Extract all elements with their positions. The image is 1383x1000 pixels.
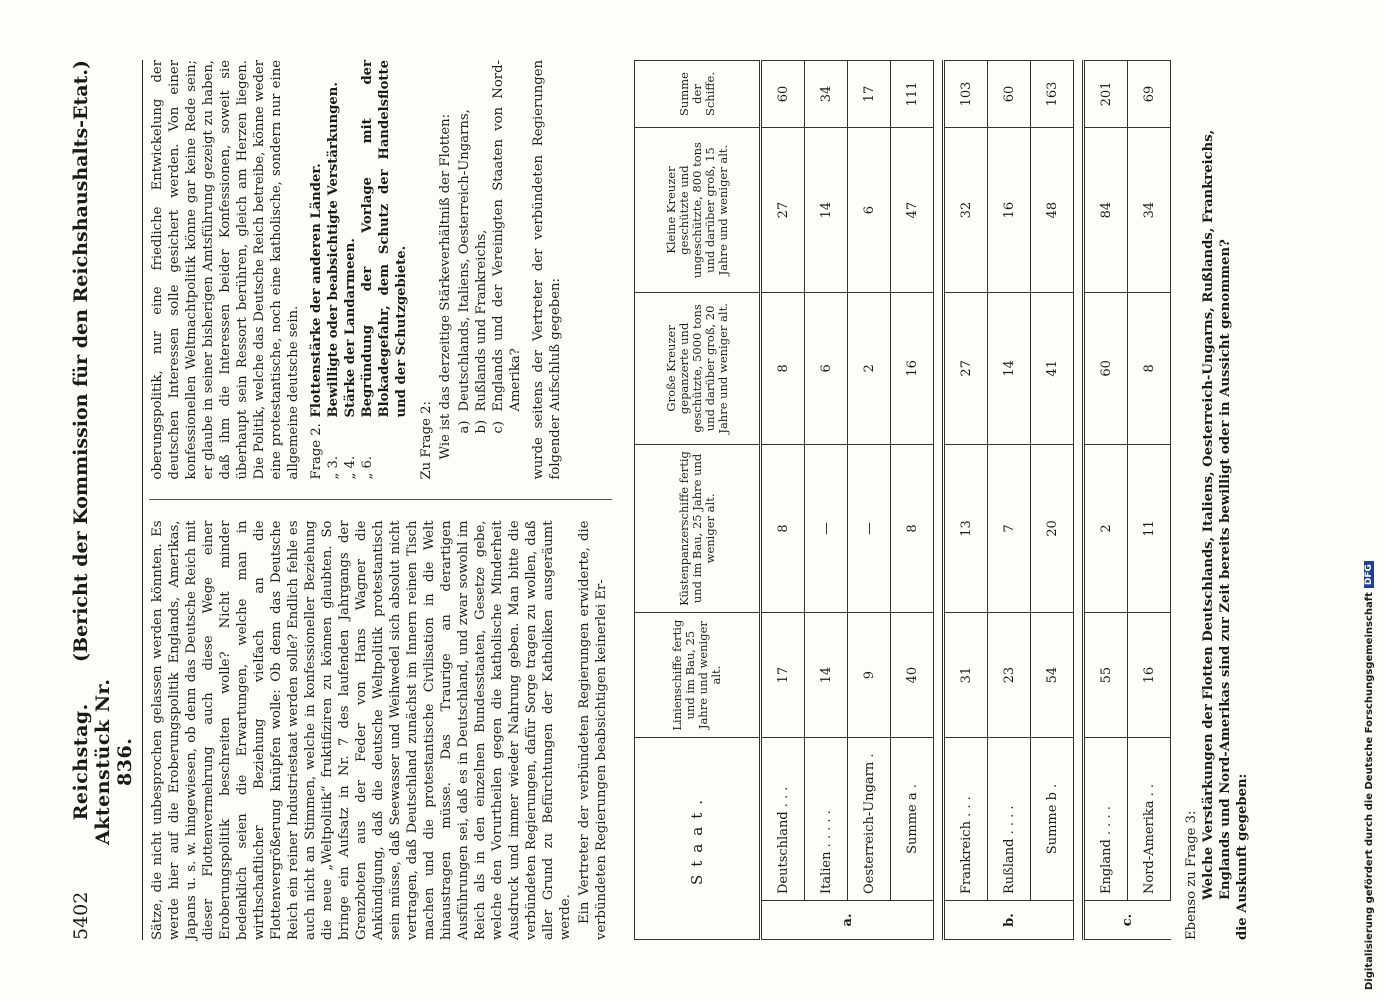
header-right-title: (Bericht der Kommission für den Reichshaushalts-Etat.) bbox=[70, 60, 92, 662]
cell: 16 bbox=[891, 293, 934, 445]
frage-text: Stärke der Landarmeen. bbox=[343, 238, 358, 418]
cell: 32 bbox=[944, 128, 988, 293]
cell: 8 bbox=[891, 444, 934, 613]
cell: 41 bbox=[1031, 293, 1074, 445]
row-name: Rußland . . . . bbox=[988, 738, 1031, 901]
state-list-item bbox=[473, 60, 490, 434]
table-row bbox=[988, 61, 1031, 940]
item-label: a) bbox=[457, 420, 472, 434]
cell: 34 bbox=[1128, 128, 1171, 293]
footer-line-3: die Auskunft gegeben: bbox=[1235, 773, 1250, 940]
cell: 54 bbox=[1031, 613, 1074, 738]
row-name: Oesterreich-Ungarn . bbox=[848, 738, 891, 901]
frage-item bbox=[342, 60, 359, 480]
table-row bbox=[805, 61, 848, 940]
frage-text: Bewilligte oder beabsichtigte Verstärkungen. bbox=[326, 82, 341, 418]
group-label: c. bbox=[1084, 901, 1171, 940]
header-summe: Summe der Schiffe. bbox=[635, 61, 761, 128]
table-sum-row bbox=[1031, 61, 1074, 940]
group-label: b. bbox=[944, 901, 1074, 940]
cell: 27 bbox=[761, 128, 805, 293]
cell: 27 bbox=[944, 293, 988, 445]
closing-text: wurde seitens der Vertreter der verbündeten Regierungen folgender Aufschluß gegeben: bbox=[531, 60, 563, 480]
table-row bbox=[944, 61, 988, 940]
column-divider bbox=[149, 500, 612, 501]
cell: 60 bbox=[761, 61, 805, 128]
cell: 84 bbox=[1084, 128, 1128, 293]
state-list-item bbox=[490, 60, 524, 434]
cell: 16 bbox=[988, 128, 1031, 293]
frage-num: „ 3. bbox=[326, 455, 341, 480]
cell: 69 bbox=[1128, 61, 1171, 128]
cell: 14 bbox=[805, 128, 848, 293]
dfg-credit bbox=[1362, 10, 1376, 990]
cell: 17 bbox=[848, 61, 891, 128]
frage-text: Flottenstärke der anderen Länder. bbox=[309, 163, 324, 418]
cell: 111 bbox=[891, 61, 934, 128]
group-gap bbox=[1074, 61, 1084, 940]
table-row bbox=[1128, 61, 1171, 940]
cell: 6 bbox=[805, 293, 848, 445]
frage-num: „ 6. bbox=[360, 455, 375, 480]
page-content bbox=[70, 60, 1251, 940]
table-row bbox=[848, 61, 891, 940]
cell: 48 bbox=[1031, 128, 1074, 293]
cell: 20 bbox=[1031, 444, 1074, 613]
cell: 17 bbox=[761, 613, 805, 738]
cell: 60 bbox=[988, 61, 1031, 128]
cell: — bbox=[805, 444, 848, 613]
cell: 7 bbox=[988, 444, 1031, 613]
right-paragraph-1: oberungspolitik, nur eine friedliche Entwickelung der deutschen Interessen solle gesichert werden. Von einer konfessionellen Weltmachtpolitik könne gar keine Rede sein; er glaube in seiner bisherigen Amtsführung gezeigt zu haben, daß ihm die Interessen beider Konfessionen, soweit sie überhaupt sein Ressort berühren, gleich am Herzen liegen. Die Politik, welche das Deutsche Reich betreibe, könne weder eine protestantische, noch eine katholische, sondern nur eine allgemeine deutsche sein. bbox=[150, 60, 301, 480]
left-paragraph-1: Sätze, die nicht unbesprochen gelassen werden könnten. Es werde hier auf die Eroberungspolitik Englands, Amerikas, Japans u. s. w. hingewiesen, ob denn das Deutsche Reich mit dieser Flottenvermehrung auch diese Wege einer Eroberungspolitik beschreiten wolle? Nicht minder bedenklich seien die Erwartungen, welche man in wirthschaftlicher Beziehung vielfach an die Flottenvergrößerung knüpfen wolle: Ob denn das Deutsche Reich ein reiner Industriestaat werden solle? Endlich fehle es auch nicht an Stimmen, welche in konfessioneller Beziehung die neue „Weltpolitik“ fruktifiziren zu können glaubten. So bringe ein Aufsatz in Nr. 7 des laufenden Jahrgangs der Grenzboten aus der Feder von Hans Wagner die Ankündigung, daß die deutsche Weltpolitik protestantisch sein müsse, daß Seewasser und Weihwedel sich absolut nicht vertragen, daß Deutschland zunächst im Innern reinen Tisch machen und die protestantische Civilisation in die Welt hinaustragen müsse. Das Traurige an derartigen Ausführungen sei, daß es in Deutschland, und zwar sowohl im Reich als in den einzelnen Bundesstaaten, Gesetze gebe, welche den Vorurtheilen gegen die katholische Minderheit Ausdruck und immer wieder Nahrung geben. Man bitte die verbündeten Regierungen, dafür Sorge tragen zu wollen, daß aller Grund zu Befürchtungen der Katholiken ausgeräumt werde. bbox=[150, 520, 573, 940]
item-text: Deutschlands, Italiens, Oesterreich-Ungarns, bbox=[457, 109, 472, 412]
cell: 47 bbox=[891, 128, 934, 293]
frage-num: Frage 2. bbox=[309, 423, 324, 480]
header-grosse-kreuzer: Große Kreuzer gepanzerte und geschützte, 5000 tons und darüber groß, 20 Jahre und weniger alt. bbox=[635, 293, 761, 445]
cell: 60 bbox=[1084, 293, 1128, 445]
row-name: Nord-Amerika . . bbox=[1128, 738, 1171, 901]
question-text: Wie ist das derzeitige Stärkeverhältniß der Flotten: bbox=[438, 113, 453, 460]
left-column bbox=[149, 521, 612, 941]
item-label: b) bbox=[474, 419, 489, 434]
footer-text bbox=[1183, 60, 1251, 940]
row-name: Summe b . bbox=[1031, 738, 1074, 901]
cell: 55 bbox=[1084, 613, 1128, 738]
row-name: Summe a . bbox=[891, 738, 934, 901]
cell: 23 bbox=[988, 613, 1031, 738]
footer-line-1: Ebenso zu Frage 3: bbox=[1184, 810, 1199, 940]
table-row bbox=[761, 61, 805, 940]
state-list bbox=[456, 60, 524, 480]
header-kuestenpanzer: Küstenpanzerschiffe fertig und im Bau, 25 Jahre und weniger alt. bbox=[635, 444, 761, 613]
table-sum-row bbox=[891, 61, 934, 940]
cell: 8 bbox=[761, 444, 805, 613]
cell: 14 bbox=[988, 293, 1031, 445]
frage-item bbox=[308, 60, 325, 480]
table-header-row bbox=[635, 61, 761, 940]
group-gap bbox=[934, 61, 944, 940]
item-text: Rußlands und Frankreichs, bbox=[474, 229, 489, 412]
footer-line-2: Welche Verstärkungen der Flotten Deutschlands, Italiens, Oesterreich-Ungarns, Rußlands, Frankreichs, Englands und Nord-Amerikas sind zur Zeit bereits bewilligt oder in Aussicht genommen? bbox=[1201, 129, 1233, 900]
cell: 201 bbox=[1084, 61, 1128, 128]
cell: 14 bbox=[805, 613, 848, 738]
page-number: 5402 bbox=[70, 891, 92, 940]
cell: 9 bbox=[848, 613, 891, 738]
item-text: Englands und der Vereinigten Staaten von Nord-Amerika? bbox=[491, 60, 523, 412]
dfg-logo: DFG bbox=[1364, 561, 1374, 588]
item-label: c) bbox=[491, 420, 506, 434]
cell: 6 bbox=[848, 128, 891, 293]
cell: 16 bbox=[1128, 613, 1171, 738]
zu-frage-heading: Zu Frage 2: bbox=[419, 401, 434, 480]
frage-list bbox=[308, 60, 410, 480]
cell: 2 bbox=[1084, 444, 1128, 613]
row-name: Italien . . . . . bbox=[805, 738, 848, 901]
row-name: Deutschland . . . bbox=[761, 738, 805, 901]
cell: — bbox=[848, 444, 891, 613]
header-kleine-kreuzer: Kleine Kreuzer geschützte und ungeschützte, 800 tons und darüber groß, 15 Jahre und weniger alt. bbox=[635, 128, 761, 293]
cell: 34 bbox=[805, 61, 848, 128]
frage-item bbox=[325, 60, 342, 480]
dfg-credit-text: Digitalisierung gefördert durch die Deutsche Forschungsgemeinschaft bbox=[1363, 592, 1375, 990]
cell: 8 bbox=[761, 293, 805, 445]
page-header bbox=[70, 60, 143, 940]
header-left-title: Reichstag. Aktenstück Nr. 836. bbox=[70, 678, 136, 846]
cell: 31 bbox=[944, 613, 988, 738]
state-list-item bbox=[456, 60, 473, 434]
cell: 103 bbox=[944, 61, 988, 128]
frage-item bbox=[359, 60, 410, 480]
fleet-table bbox=[634, 60, 1171, 940]
right-column bbox=[149, 60, 612, 480]
cell: 8 bbox=[1128, 293, 1171, 445]
frage-text: Begründung der Vorlage mit der Blokadegefahr, dem Schutz der Handelsflotte und der Schutzgebiete. bbox=[360, 60, 409, 418]
left-paragraph-2: Ein Vertreter der verbündeten Regierungen erwiderte, die verbündeten Regierungen beabsichtigen keinerlei Er- bbox=[577, 520, 609, 940]
row-name: Frankreich . . . bbox=[944, 738, 988, 901]
cell: 163 bbox=[1031, 61, 1074, 128]
text-columns bbox=[149, 60, 612, 940]
cell: 13 bbox=[944, 444, 988, 613]
row-name: England . . . . bbox=[1084, 738, 1128, 901]
group-label: a. bbox=[761, 901, 934, 940]
header-state: Staat. bbox=[635, 738, 761, 940]
cell: 2 bbox=[848, 293, 891, 445]
cell: 11 bbox=[1128, 444, 1171, 613]
header-linienschiffe: Linienschiffe fertig und im Bau, 25 Jahre und weniger alt. bbox=[635, 613, 761, 738]
table-row bbox=[1084, 61, 1128, 940]
cell: 40 bbox=[891, 613, 934, 738]
frage-num: „ 4. bbox=[343, 455, 358, 480]
